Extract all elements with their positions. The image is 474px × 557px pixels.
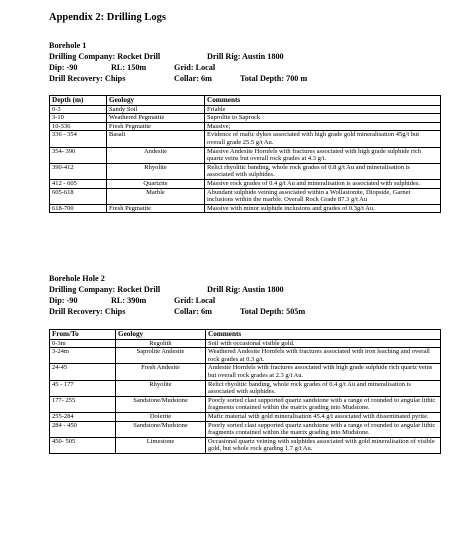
geology-cell: Sandy Soil	[107, 105, 205, 114]
borehole1-recovery: Drill Recovery: Chips	[49, 74, 126, 83]
table-row	[50, 147, 441, 163]
geology-cell: Sandstone/Mudstone	[116, 421, 206, 437]
depth-cell: 618-700	[50, 204, 107, 213]
table-row	[50, 163, 441, 179]
comments-cell: Massive Andesite Hornfels with fractures associated with high grade sulphide rich quartz veins but overall rock grades at 4.3 g/t.	[205, 147, 441, 163]
depth-cell: 0-3m	[50, 339, 116, 348]
table-row	[50, 348, 441, 364]
depth-cell: 3-24m	[50, 348, 116, 364]
table-row	[50, 437, 441, 453]
column-header-geology: Geology	[116, 330, 206, 340]
comments-cell: Soil with occasional visible gold.	[206, 339, 441, 348]
column-header-geology: Geology	[107, 96, 205, 106]
table-row	[50, 380, 441, 396]
table-row	[50, 339, 441, 348]
depth-cell: 24-45	[50, 364, 116, 380]
borehole1-name: Borehole 1	[49, 41, 87, 50]
table-row	[50, 412, 441, 421]
column-header-depth: Depth (m)	[50, 96, 107, 106]
geology-cell: Basalt	[107, 131, 205, 147]
borehole2-rig: Drill Rig: Austin 1800	[207, 285, 284, 294]
borehole1-collar: Collar: 6m	[174, 74, 212, 83]
comments-cell: Weathered Andesite Hornfels with fractures associated with iron leaching and overall rock grades at 0.3 g/t.	[206, 348, 441, 364]
geology-cell: Weathered Pegmatite	[107, 114, 205, 123]
column-header-from-to: From/To	[50, 330, 116, 340]
geology-cell: Limestone	[116, 437, 206, 453]
depth-cell: 336 - 354	[50, 131, 107, 147]
depth-cell: 177- 255	[50, 396, 116, 412]
borehole2-total-depth: Total Depth: 505m	[240, 307, 306, 316]
borehole1-rl: RL: 150m	[111, 63, 147, 72]
geology-cell: Fresh Pegmatite	[107, 122, 205, 131]
comments-cell: Relict rhyolitic banding, whole rock grades of 0.4 g/t Au and mineralisation is associated with sulphides.	[206, 380, 441, 396]
column-header-comments: Comments	[205, 96, 441, 106]
geology-cell: Fresh Andesite	[116, 364, 206, 380]
depth-cell: 605-618	[50, 188, 107, 204]
geology-cell: Rhyolite	[107, 163, 205, 179]
depth-cell: 390-412	[50, 163, 107, 179]
comments-cell: Andesite Hornfels with fractures associated with high grade sulphide rich quartz veins but overall rock grades at 2.3 g/t Au.	[206, 364, 441, 380]
borehole2-recovery: Drill Recovery: Chips	[49, 307, 126, 316]
depth-cell: 45 - 177	[50, 380, 116, 396]
column-header-comments: Comments	[206, 330, 441, 340]
comments-cell: Friable	[205, 105, 441, 114]
borehole1-total-depth: Total Depth: 700 m	[240, 74, 308, 83]
comments-cell: Massive with minor sulphide inclusions and grades of 0.3g/t Au.	[205, 204, 441, 213]
comments-cell: Occasional quartz veining with sulphides associated with gold mineralisation of visible gold, but whole rock grading 1.7 g/t Au.	[206, 437, 441, 453]
table-row	[50, 396, 441, 412]
borehole2-table	[49, 329, 441, 454]
borehole1-table	[49, 95, 441, 213]
comments-cell: Mafic material with gold mineralisation 45.4 g/t associated with disseminated pyrite.	[206, 412, 441, 421]
borehole2-name: Borehole Hole 2	[49, 274, 105, 283]
depth-cell: 354- 390	[50, 147, 107, 163]
geology-cell: Quartzite	[107, 179, 205, 188]
depth-cell: 450- 505	[50, 437, 116, 453]
table-row	[50, 188, 441, 204]
geology-cell: Fresh Pegmatite	[107, 204, 205, 213]
borehole1-rig: Drill Rig: Austin 1800	[207, 52, 284, 61]
geology-cell: Marble	[107, 188, 205, 204]
comments-cell: Evidence of mafic dykes associated with high grade gold mineralisation 45g/t but overall grade 25.5 g/t Au.	[205, 131, 441, 147]
borehole1-company: Drilling Company: Rocket Drill	[49, 52, 161, 61]
geology-cell: Regolith	[116, 339, 206, 348]
borehole1-header	[49, 40, 429, 84]
comments-cell: Saprolite to Saprock	[205, 114, 441, 123]
table-row	[50, 179, 441, 188]
geology-cell: Saprolite Andesite	[116, 348, 206, 364]
comments-cell: Poorly sorted clast supported quartz sandstone with a range of rounded to angular lithic fragments contained within the matrix grading into Mudstone.	[206, 396, 441, 412]
geology-cell: Andesite	[107, 147, 205, 163]
depth-cell: 10-336	[50, 122, 107, 131]
table-row	[50, 364, 441, 380]
comments-cell: Poorly sorted clast supported quartz sandstone with a range of rounded to angular lithic fragments contained within the matrix grading into Mudstone.	[206, 421, 441, 437]
table-row	[50, 131, 441, 147]
table-row	[50, 122, 441, 131]
page-title: Appendix 2: Drilling Logs	[49, 12, 166, 23]
table-row	[50, 204, 441, 213]
depth-cell: 284 - 450	[50, 421, 116, 437]
geology-cell: Rhyolite	[116, 380, 206, 396]
depth-cell: 412 - 605	[50, 179, 107, 188]
comments-cell: Abundant sulphide veining associated within a Wollastonite, Diopside, Garnet inclusions within the marble. Overall Rock Grade 87.3 g/t Au	[205, 188, 441, 204]
depth-cell: 0-3	[50, 105, 107, 114]
table-row	[50, 105, 441, 114]
comments-cell: Massive rock grades of 0.4 g/t Au and mineralisation is associated with sulphides.	[205, 179, 441, 188]
table-row	[50, 114, 441, 123]
depth-cell: 3-10	[50, 114, 107, 123]
comments-cell: Relict rhyolitic banding, whole rock grades of 0.8 g/t Au and mineralisation is associated with sulphides.	[205, 163, 441, 179]
borehole2-grid: Grid: Local	[174, 296, 216, 305]
table-row	[50, 421, 441, 437]
table-header-row	[50, 96, 441, 106]
borehole1-dip: Dip: -90	[49, 63, 78, 72]
table-header-row	[50, 330, 441, 340]
geology-cell: Dolerite	[116, 412, 206, 421]
borehole2-collar: Collar: 6m	[174, 307, 212, 316]
borehole2-dip: Dip: -90	[49, 296, 78, 305]
borehole2-rl: RL: 390m	[111, 296, 147, 305]
geology-cell: Sandstone/Mudstone	[116, 396, 206, 412]
borehole2-header	[49, 273, 429, 317]
borehole1-grid: Grid: Local	[174, 63, 216, 72]
depth-cell: 255-284	[50, 412, 116, 421]
borehole2-company: Drilling Company: Rocket Drill	[49, 285, 161, 294]
comments-cell: Massive;	[205, 122, 441, 131]
